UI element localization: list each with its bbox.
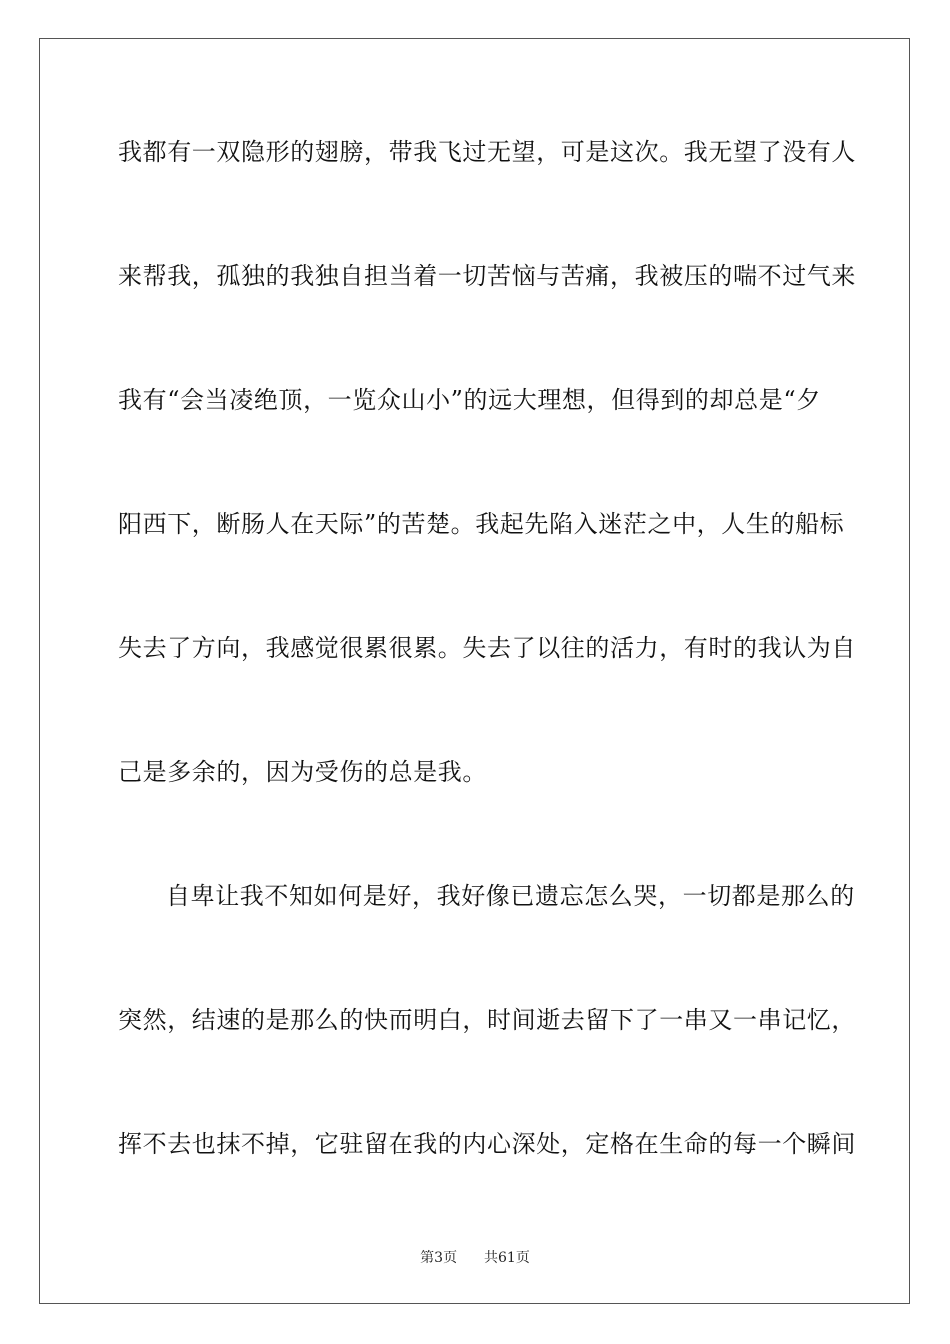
body-text-line: 挥不去也抹不掉，它驻留在我的内心深处，定格在生命的每一个瞬间: [118, 1130, 856, 1158]
body-text-line: 我有“会当凌绝顶，一览众山小”的远大理想，但得到的却总是“夕: [118, 386, 821, 414]
page-footer: [0, 1248, 950, 1268]
body-text-line: 阳西下，断肠人在天际”的苦楚。我起先陷入迷茫之中，人生的船标: [118, 510, 845, 538]
body-text-line: 突然，结速的是那么的快而明白，时间逝去留下了一串又一串记忆，: [118, 1006, 856, 1034]
page-border: [39, 38, 910, 1304]
body-text-line: 失去了方向，我感觉很累很累。失去了以往的活力，有时的我认为自: [118, 634, 856, 662]
paragraph-first-line: 自卑让我不知如何是好，我好像已遗忘怎么哭，一切都是那么的: [166, 882, 855, 910]
current-page-number: 第3页: [420, 1250, 458, 1266]
body-text-line: 我都有一双隐形的翅膀，带我飞过无望，可是这次。我无望了没有人: [118, 138, 856, 166]
body-text-line: 己是多余的，因为受伤的总是我。: [118, 758, 487, 786]
total-page-count: 共61页: [484, 1250, 530, 1266]
body-text-line: 来帮我，孤独的我独自担当着一切苦恼与苦痛，我被压的喘不过气来: [118, 262, 856, 290]
